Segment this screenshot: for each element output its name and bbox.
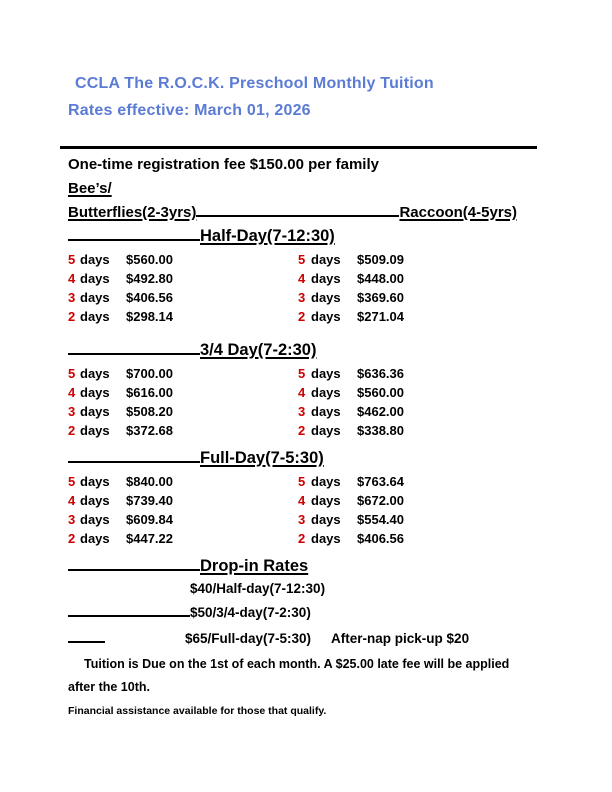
price-left: $298.14 <box>126 309 173 324</box>
days-label-right: days <box>311 309 341 324</box>
section-heading-full-day <box>68 447 612 469</box>
days-count-right: 4 <box>298 493 306 508</box>
dropin-underline-lead <box>68 615 190 617</box>
days-count-right: 3 <box>298 290 306 305</box>
table-row <box>68 491 538 510</box>
price-left: $447.22 <box>126 531 173 546</box>
price-left: $406.56 <box>126 290 173 305</box>
divider-rule <box>60 146 537 149</box>
title-line-2: Rates effective: March 01, 2026 <box>68 102 311 119</box>
days-count-right: 5 <box>298 252 306 267</box>
dropin-three-quarter-rate: $50/3/4-day(7-2:30) <box>190 605 311 620</box>
price-right: $509.09 <box>357 252 404 267</box>
price-left: $616.00 <box>126 385 173 400</box>
days-count-left: 5 <box>68 366 76 381</box>
group-left-prefix <box>68 177 612 201</box>
days-label-right: days <box>311 252 341 267</box>
days-label-left: days <box>80 512 110 527</box>
days-count-right: 2 <box>298 309 306 324</box>
days-label-right: days <box>311 493 341 508</box>
table-row <box>68 402 538 421</box>
group-left-label: Butterflies(2-3yrs) <box>68 204 197 221</box>
days-label-right: days <box>311 512 341 527</box>
days-label-right: days <box>311 290 341 305</box>
financial-assistance-note: Financial assistance available for those that qualify. <box>68 705 327 717</box>
days-count-left: 4 <box>68 493 76 508</box>
section-heading-text: Half-Day(7-12:30) <box>200 227 335 245</box>
after-nap-pickup-fee: After-nap pick-up $20 <box>331 631 470 646</box>
days-label-right: days <box>311 404 341 419</box>
group-left-prefix-text: Bee’s/ <box>68 180 112 197</box>
price-right: $448.00 <box>357 271 404 286</box>
price-right: $554.40 <box>357 512 404 527</box>
price-left: $739.40 <box>126 493 173 508</box>
days-count-left: 4 <box>68 271 76 286</box>
days-label-left: days <box>80 271 110 286</box>
days-label-right: days <box>311 366 341 381</box>
three-quarter-day-rates <box>68 364 612 440</box>
days-count-left: 2 <box>68 309 76 324</box>
section-heading-drop-in <box>68 555 612 577</box>
registration-fee-line: One-time registration fee $150.00 per family <box>68 156 379 173</box>
price-right: $560.00 <box>357 385 404 400</box>
price-left: $609.84 <box>126 512 173 527</box>
days-count-right: 5 <box>298 366 306 381</box>
table-row <box>68 364 538 383</box>
table-row <box>68 250 538 269</box>
days-label-left: days <box>80 385 110 400</box>
days-label-left: days <box>80 290 110 305</box>
group-header-row <box>68 201 517 225</box>
days-label-right: days <box>311 531 341 546</box>
days-count-left: 4 <box>68 385 76 400</box>
days-count-right: 2 <box>298 531 306 546</box>
heading-underline-lead <box>68 461 200 463</box>
table-row <box>68 510 538 529</box>
heading-underline-lead <box>68 353 200 355</box>
days-count-right: 5 <box>298 474 306 489</box>
section-heading-text: Full-Day(7-5:30) <box>200 449 324 467</box>
days-count-left: 5 <box>68 252 76 267</box>
days-count-left: 3 <box>68 512 76 527</box>
price-left: $840.00 <box>126 474 173 489</box>
title-line-1: CCLA The R.O.C.K. Preschool Monthly Tuition <box>75 75 434 92</box>
days-count-right: 2 <box>298 423 306 438</box>
days-label-right: days <box>311 271 341 286</box>
table-row <box>68 269 538 288</box>
price-right: $338.80 <box>357 423 404 438</box>
days-label-right: days <box>311 423 341 438</box>
section-heading-half-day <box>68 225 612 247</box>
table-row <box>68 383 538 402</box>
days-label-left: days <box>80 493 110 508</box>
table-row <box>68 307 538 326</box>
days-count-right: 3 <box>298 404 306 419</box>
days-count-right: 4 <box>298 271 306 286</box>
days-label-left: days <box>80 423 110 438</box>
heading-underline-lead <box>68 239 200 241</box>
days-label-right: days <box>311 385 341 400</box>
section-heading-text: Drop-in Rates <box>200 557 309 575</box>
section-heading-text: 3/4 Day(7-2:30) <box>200 341 317 359</box>
tuition-due-notice: Tuition is Due on the 1st of each month. A $25.00 late fee will be applied after the 10th. <box>68 657 510 694</box>
days-label-left: days <box>80 366 110 381</box>
days-count-left: 5 <box>68 474 76 489</box>
days-count-left: 2 <box>68 423 76 438</box>
days-label-left: days <box>80 252 110 267</box>
full-day-rates <box>68 472 612 548</box>
days-count-left: 3 <box>68 404 76 419</box>
price-right: $763.64 <box>357 474 404 489</box>
price-left: $700.00 <box>126 366 173 381</box>
price-right: $369.60 <box>357 290 404 305</box>
half-day-rates <box>68 250 612 326</box>
price-right: $636.36 <box>357 366 404 381</box>
days-count-left: 2 <box>68 531 76 546</box>
dropin-underline-stub <box>68 641 105 643</box>
days-count-right: 4 <box>298 385 306 400</box>
price-right: $271.04 <box>357 309 404 324</box>
days-label-left: days <box>80 474 110 489</box>
group-underline-fill <box>196 215 399 217</box>
table-row <box>68 288 538 307</box>
days-label-left: days <box>80 309 110 324</box>
days-label-left: days <box>80 531 110 546</box>
price-left: $492.80 <box>126 271 173 286</box>
days-label-right: days <box>311 474 341 489</box>
price-left: $560.00 <box>126 252 173 267</box>
price-right: $462.00 <box>357 404 404 419</box>
dropin-full-day-rate-line <box>68 629 612 649</box>
group-right-label: Raccoon(4-5yrs) <box>399 204 517 221</box>
price-right: $406.56 <box>357 531 404 546</box>
dropin-three-quarter-rate-line <box>68 603 612 623</box>
days-label-left: days <box>80 404 110 419</box>
dropin-half-day-rate: $40/Half-day(7-12:30) <box>190 581 326 596</box>
table-row <box>68 472 538 491</box>
price-left: $372.68 <box>126 423 173 438</box>
section-heading-three-quarter-day <box>68 339 612 361</box>
dropin-full-day-rate: $65/Full-day(7-5:30) <box>185 631 312 646</box>
table-row <box>68 529 538 548</box>
price-left: $508.20 <box>126 404 173 419</box>
heading-underline-lead <box>68 569 200 571</box>
table-row <box>68 421 538 440</box>
page-title <box>68 70 612 124</box>
days-count-right: 3 <box>298 512 306 527</box>
price-right: $672.00 <box>357 493 404 508</box>
days-count-left: 3 <box>68 290 76 305</box>
